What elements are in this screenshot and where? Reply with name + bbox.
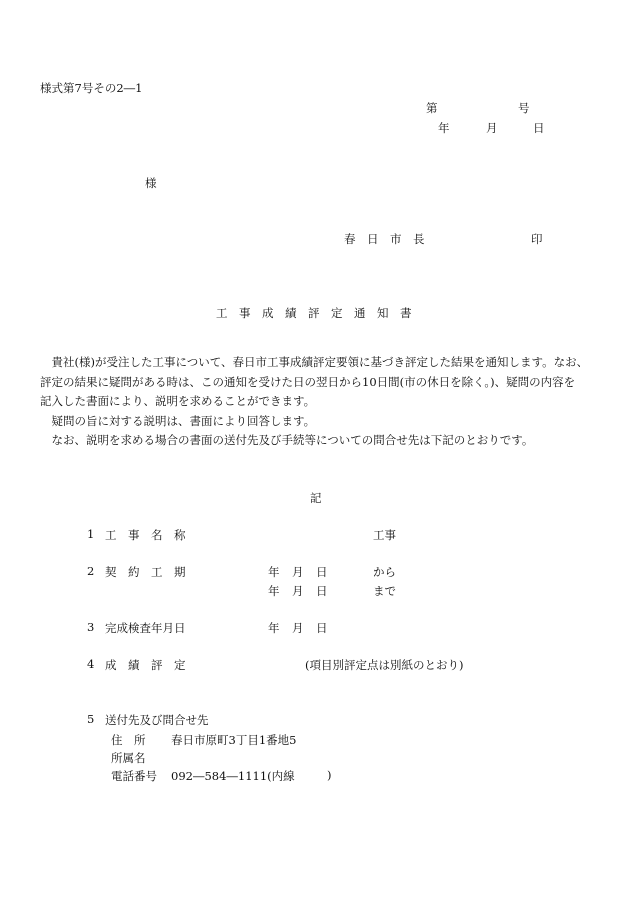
doc-number-prefix: 第 [426,101,438,115]
body-para1-line1: 貴社(様)が受注した工事について、春日市工事成績評定要領に基づき評定した結果を通知します。なお、 [40,355,589,369]
dept-label: 所属名 [111,751,146,765]
issuer-name: 春 日 市 長 [344,232,425,246]
body-para2: 疑問の旨に対する説明は、書面により回答します。 [40,413,316,428]
item4-label: 成 績 評 定 [105,658,186,672]
item5-label: 送付先及び問合せ先 [105,713,209,727]
item2-to-suffix: まで [373,584,396,598]
item2-to-year: 年 [268,584,280,598]
address-value: 春日市原町3丁目1番地5 [171,733,297,747]
phone-close: ) [327,768,332,782]
address-label: 住 所 [111,733,146,747]
item2-to-day: 日 [316,584,328,598]
item2-to-month: 月 [292,584,304,598]
date-day: 日 [533,121,545,135]
form-number: 様式第7号その2―1 [40,81,143,95]
item1-label: 工 事 名 称 [105,528,186,542]
doc-number-suffix: 号 [518,101,530,115]
document-title: 工 事 成 績 評 定 通 知 書 [216,306,412,320]
date-month: 月 [486,121,498,135]
item4-number: 4 [87,657,95,671]
item4-value: (項目別評定点は別紙のとおり) [305,658,464,672]
item2-label: 契 約 工 期 [105,565,186,579]
item2-from-suffix: から [373,565,396,579]
item3-number: 3 [87,620,95,634]
phone-label: 電話番号 [111,769,157,783]
addressee-suffix: 様 [145,176,157,190]
item1-value: 工事 [373,528,396,542]
date-year: 年 [438,121,450,135]
item3-day: 日 [316,621,328,635]
body-para1-line2: 評定の結果に疑問がある時は、この通知を受けた日の翌日から10日間(市の休日を除く。)、疑問の内容を [40,374,576,389]
item3-label: 完成検査年月日 [105,621,186,635]
body-para3: なお、説明を求める場合の書面の送付先及び手続等についての問合せ先は下記のとおりです。 [40,433,534,447]
item3-month: 月 [292,621,304,635]
item2-number: 2 [87,564,95,578]
item2-from-day: 日 [316,565,328,579]
body-para1-line3: 記入した書面により、説明を求めることができます。 [40,394,316,408]
body-text [40,353,592,451]
phone-value: 092―584―1111(内線 [171,769,295,783]
item1-number: 1 [87,527,95,541]
item3-year: 年 [268,621,280,635]
item2-from-year: 年 [268,565,280,579]
issuer-seal: 印 [531,232,543,246]
item5-number: 5 [87,712,95,726]
ki-heading: 記 [310,491,322,505]
item2-from-month: 月 [292,565,304,579]
